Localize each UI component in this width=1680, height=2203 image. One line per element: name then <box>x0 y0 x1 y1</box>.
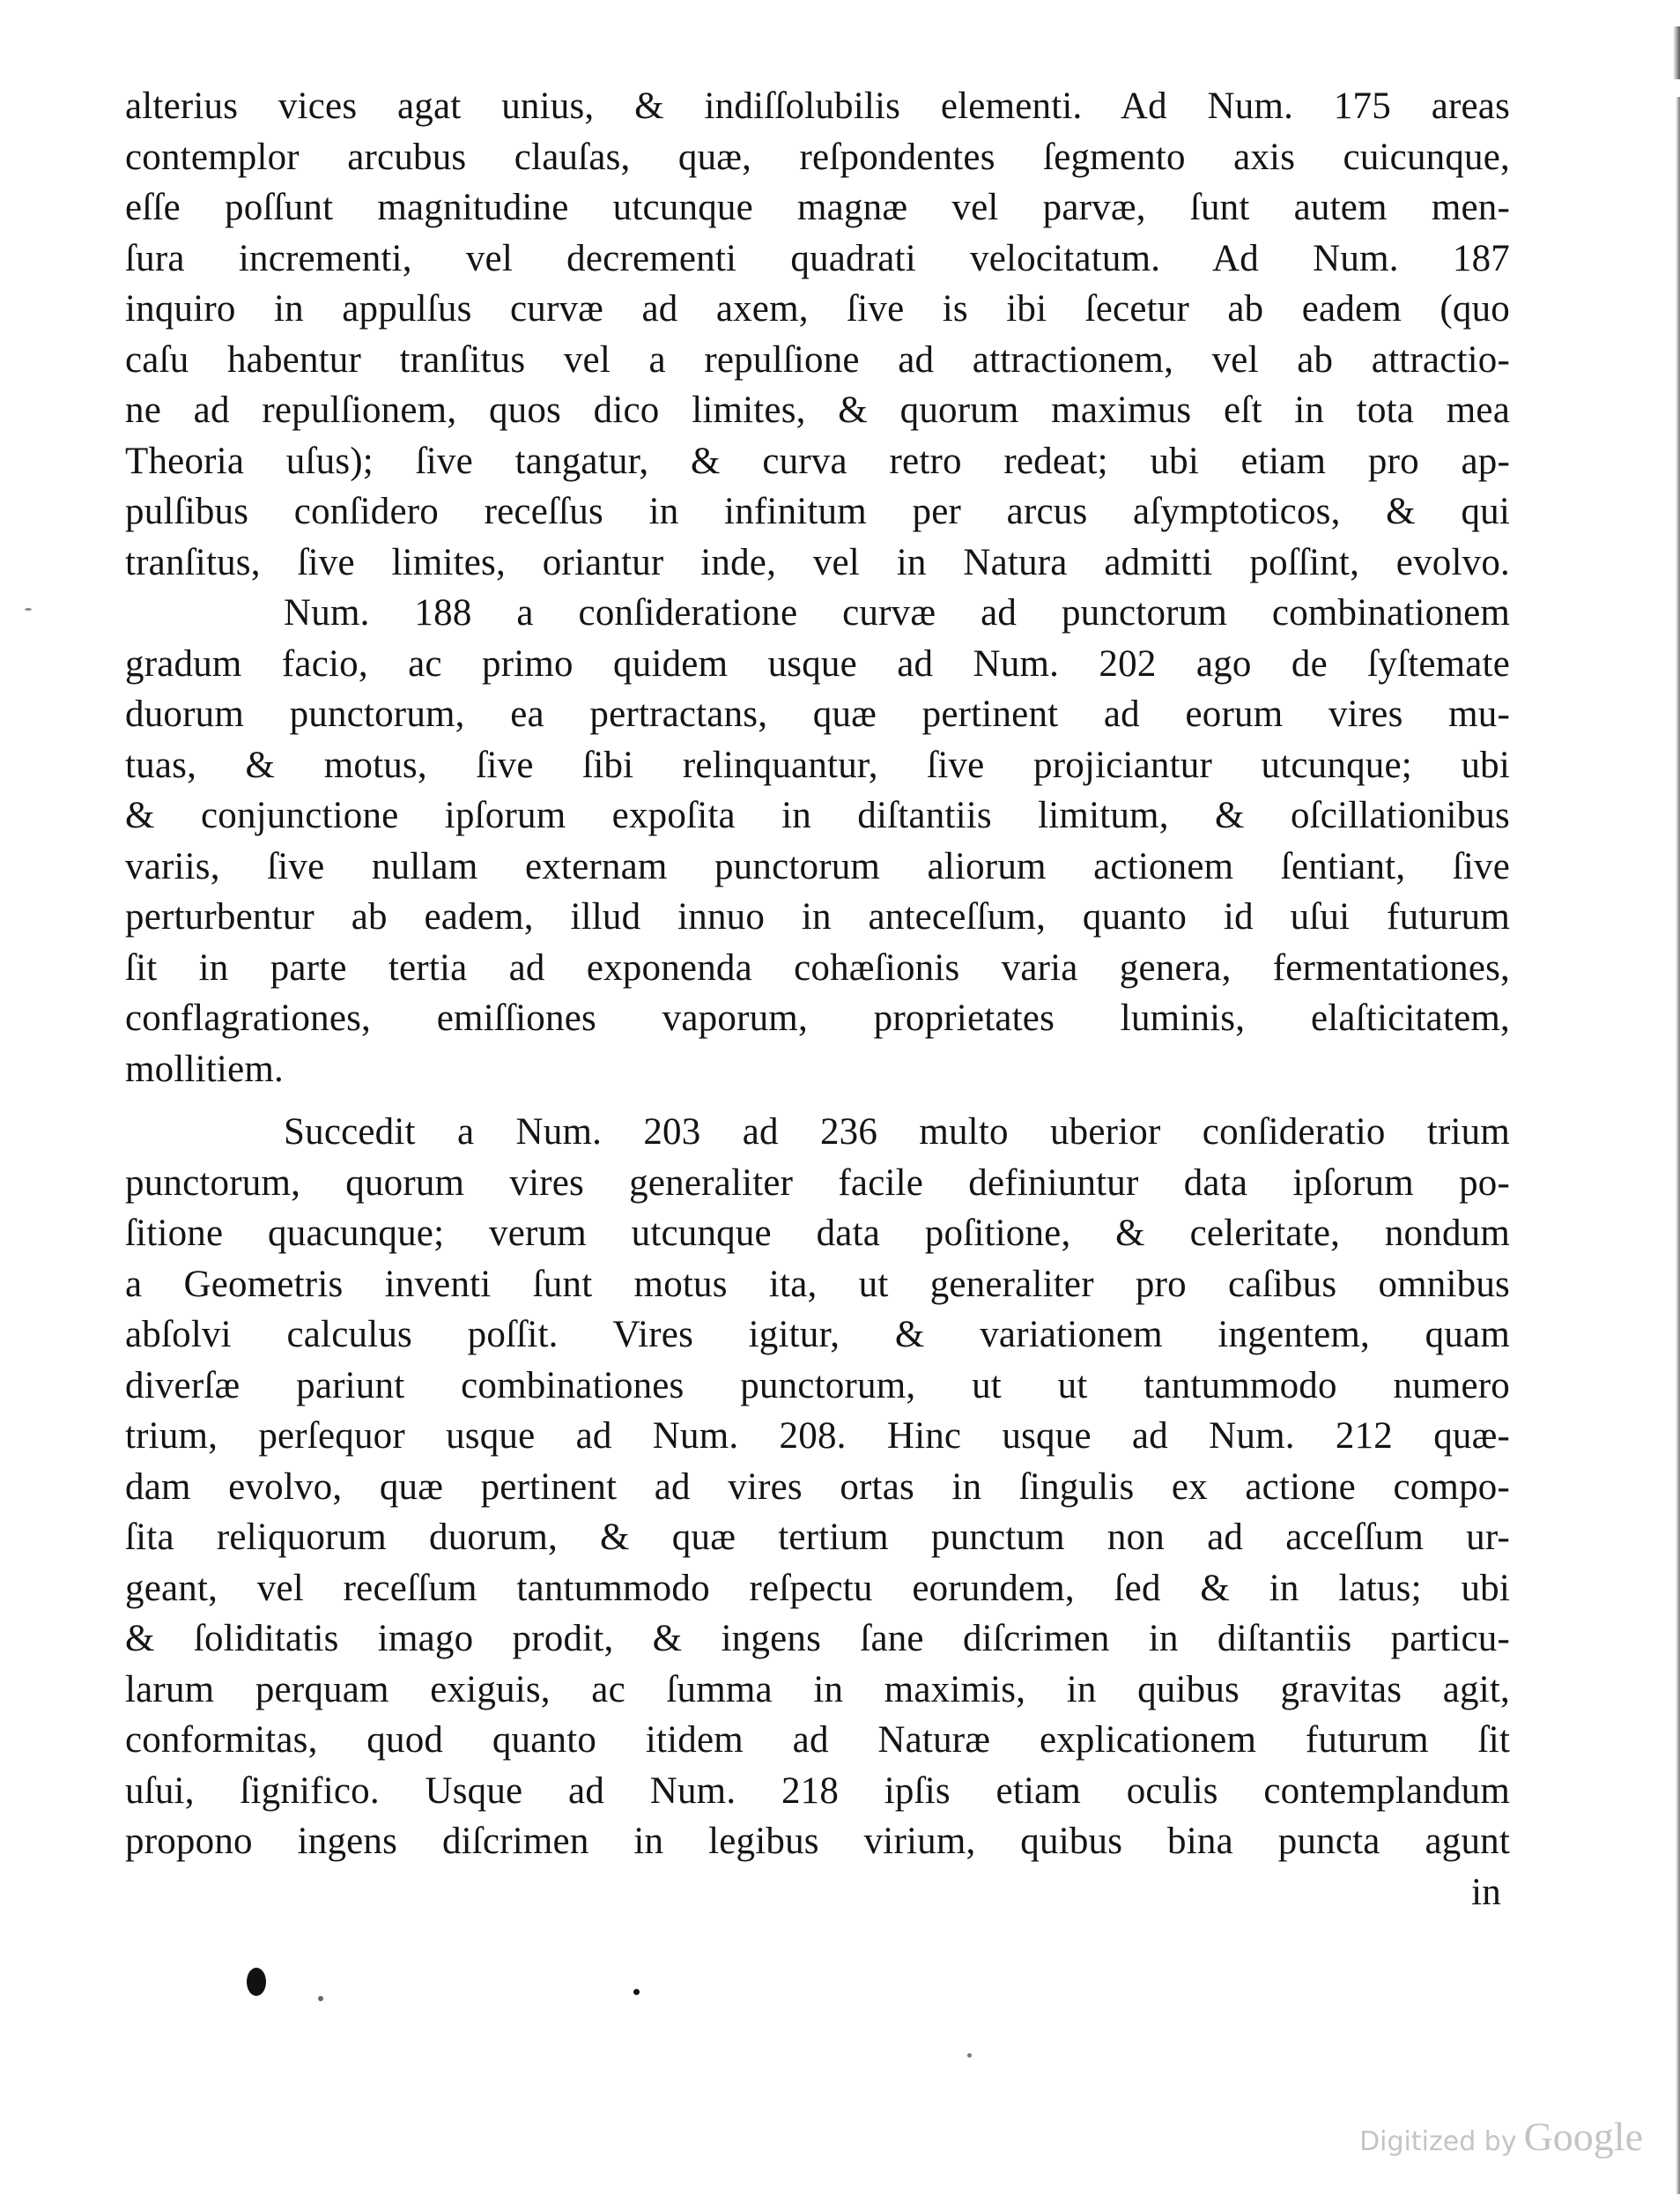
text-line: conformitas, quod quanto itidem ad Naturæ explicationem futurum ſit <box>125 1719 1510 1761</box>
google-logo-text: Google <box>1523 2114 1643 2159</box>
text-line: ſitione quacunque; verum utcunque data poſitione, & celeritate, nondum <box>125 1213 1510 1254</box>
text-line: ne ad repulſionem, quos dico limites, & quorum maximus eſt in tota mea <box>125 389 1510 431</box>
ink-speck <box>967 2053 972 2058</box>
digitized-by-google-watermark <box>1359 2113 1643 2160</box>
text-line: duorum punctorum, ea pertractans, quæ pertinent ad eorum vires mu- <box>125 694 1510 735</box>
watermark-prefix: Digitized by <box>1359 2126 1517 2157</box>
paragraph-spacer <box>125 1094 1510 1107</box>
text-line: variis, ſive nullam externam punctorum aliorum actionem ſentiant, ſive <box>125 845 1510 887</box>
text-line: alterius vices agat unius, & indiſſolubilis elementi. Ad Num. 175 areas <box>125 85 1510 127</box>
text-line: perturbentur ab eadem, illud innuo in anteceſſum, quanto id uſui futurum <box>125 896 1510 938</box>
text-line: punctorum, quorum vires generaliter facile definiuntur data ipſorum po- <box>125 1161 1510 1204</box>
catchword: in <box>1471 1871 1501 1913</box>
text-line: larum perquam exiguis, ac ſumma in maximis, in quibus gravitas agit, <box>125 1668 1510 1710</box>
text-line: Succedit a Num. 203 ad 236 multo uberior conſideratio trium <box>284 1111 1510 1153</box>
text-line: abſolvi calculus poſſit. Vires igitur, & variationem ingentem, quam <box>125 1314 1510 1355</box>
text-line: caſu habentur tranſitus vel a repulſione ad attractionem, vel ab attractio- <box>125 338 1510 381</box>
text-line: inquiro in appulſus curvæ ad axem, ſive is ibi ſecetur ab eadem (quo <box>125 288 1510 330</box>
text-line: ſura incrementi, vel decrementi quadrati velocitatum. Ad Num. 187 <box>125 237 1510 279</box>
text-line: uſui, ſignifico. Usque ad Num. 218 ipſis etiam oculis contemplandum <box>125 1769 1510 1812</box>
ink-blot <box>247 1968 266 1996</box>
text-line: trium, perſequor usque ad Num. 208. Hinc usque ad Num. 212 quæ- <box>125 1415 1510 1457</box>
ink-speck <box>25 608 32 611</box>
text-line: dam evolvo, quæ pertinent ad vires ortas in ſingulis ex actione compo- <box>125 1465 1510 1508</box>
ink-speck <box>633 1989 640 1995</box>
text-line: Theoria uſus); ſive tangatur, & curva retro redeat; ubi etiam pro ap- <box>125 440 1510 482</box>
text-line: & conjunctione ipſorum expoſita in diſtantiis limitum, & oſcillationibus <box>125 795 1510 836</box>
text-line: ſit in parte tertia ad exponenda cohæſionis varia genera, fermentationes, <box>125 946 1510 989</box>
paragraph-1 <box>125 81 1510 588</box>
paragraph-2 <box>125 588 1510 1094</box>
page-edge-shadow <box>1673 26 1680 79</box>
text-line: conflagrationes, emiſſiones vaporum, proprietates luminis, elaſticitatem, <box>125 998 1510 1039</box>
text-line: diverſæ pariunt combinationes punctorum, ut ut tantummodo numero <box>125 1364 1510 1406</box>
text-line: mollitiem. <box>125 1048 284 1090</box>
text-line: gradum facio, ac primo quidem usque ad Num. 202 ago de ſyſtemate <box>125 642 1510 685</box>
text-line: contemplor arcubus clauſas, quæ, reſpondentes ſegmento axis cuicunque, <box>125 136 1510 178</box>
text-line: geant, vel receſſum tantummodo reſpectu eorundem, ſed & in latus; ubi <box>125 1567 1510 1609</box>
text-line: Num. 188 a conſideratione curvæ ad punctorum combinationem <box>284 592 1510 634</box>
text-line: propono ingens diſcrimen in legibus virium, quibus bina puncta agunt <box>125 1821 1510 1862</box>
text-line: tranſitus, ſive limites, oriantur inde, vel in Natura admitti poſſint, evolvo. <box>125 541 1510 583</box>
text-line: ſita reliquorum duorum, & quæ tertium punctum non ad acceſſum ur- <box>125 1517 1510 1558</box>
page-edge-shadow <box>1676 97 1680 2194</box>
text-line: eſſe poſſunt magnitudine utcunque magnæ vel parvæ, ſunt autem men- <box>125 187 1510 228</box>
page-body-text <box>125 81 1510 1917</box>
text-line: a Geometris inventi ſunt motus ita, ut generaliter pro caſibus omnibus <box>125 1263 1510 1305</box>
paragraph-3 <box>125 1107 1510 1867</box>
text-line: tuas, & motus, ſive ſibi relinquantur, ſive projiciantur utcunque; ubi <box>125 744 1510 786</box>
text-line: & ſoliditatis imago prodit, & ingens ſane diſcrimen in diſtantiis particu- <box>125 1618 1510 1659</box>
ink-speck <box>318 1996 323 2001</box>
text-line: pulſibus conſidero receſſus in infinitum per arcus aſymptoticos, & qui <box>125 491 1510 532</box>
